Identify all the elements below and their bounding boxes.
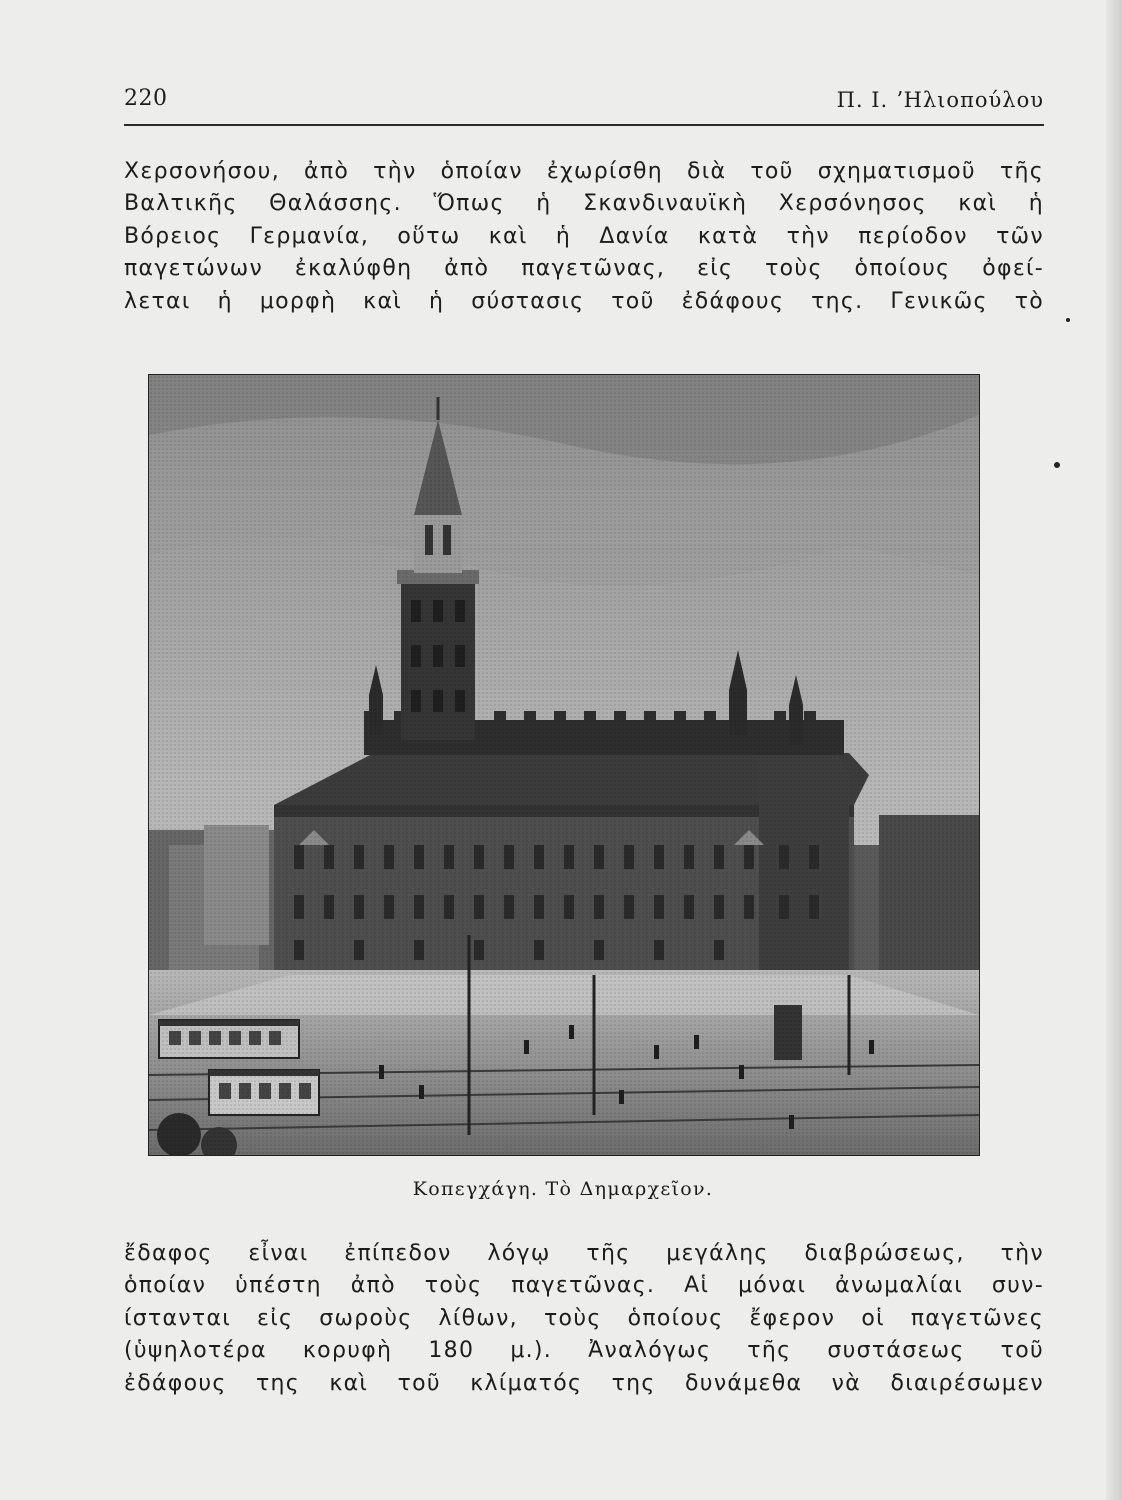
ink-speck <box>1066 318 1070 322</box>
text-line: Βαλτικῆς Θαλάσσης. Ὅπως ἡ Σκανδιναυϊκὴ Χερσόνησος καὶ ἡ <box>124 191 1044 217</box>
page-number: 220 <box>124 86 168 111</box>
text-line: Χερσονήσου, ἀπὸ τὴν ὁποίαν ἐχωρίσθη διὰ τοῦ σχηματισμοῦ τῆς <box>124 159 1044 184</box>
text-line: ίστανται εἰς σωροὺς λίθων, τοὺς ὁποίους ἔφερον οἱ παγετῶνες <box>124 1305 1044 1331</box>
text-line: (ὑψηλοτέρα κορυφὴ 180 μ.). Ἀναλόγως τῆς συστάσεως τοῦ <box>124 1338 1044 1364</box>
text-line: λεται ἡ μορφὴ καὶ ἡ σύστασις τοῦ ἐδάφους της. Γενικῶς τὸ <box>124 288 1044 314</box>
city-hall-photograph <box>148 374 980 1156</box>
text-line: Βόρειος Γερμανία, οὕτω καὶ ἡ Δανία κατὰ τὴν περίοδον τῶν <box>124 223 1044 249</box>
text-line: ἐδάφους της καὶ τοῦ κλίματός της δυνάμεθα νὰ διαιρέσωμεν <box>124 1370 1044 1396</box>
running-head-author: Π. Ι. ʼΗλιοπούλου <box>836 88 1044 112</box>
paragraph-bottom <box>124 1238 1044 1400</box>
page-header <box>124 86 1044 118</box>
text-line: παγετώνων ἐκαλύφθη ἀπὸ παγετῶνας, εἰς τοὺς ὁποίους ὀφεί- <box>124 256 1044 282</box>
page-edge-shadow <box>1106 0 1122 1500</box>
figure-caption: Κοπεγχάγη. Τὸ Δημαρχεῖον. <box>412 1178 714 1200</box>
ink-speck <box>1054 462 1060 468</box>
text-line: ἔδαφος εἶναι ἐπίπεδον λόγῳ τῆς μεγάλης διαβρώσεως, τὴν <box>124 1241 1044 1266</box>
header-rule <box>124 124 1044 126</box>
text-line: ὁποίαν ὑπέστη ἀπὸ τοὺς παγετῶνας. Αἱ μόναι ἀνωμαλίαι συν- <box>124 1273 1044 1299</box>
paragraph-top <box>124 156 1044 318</box>
